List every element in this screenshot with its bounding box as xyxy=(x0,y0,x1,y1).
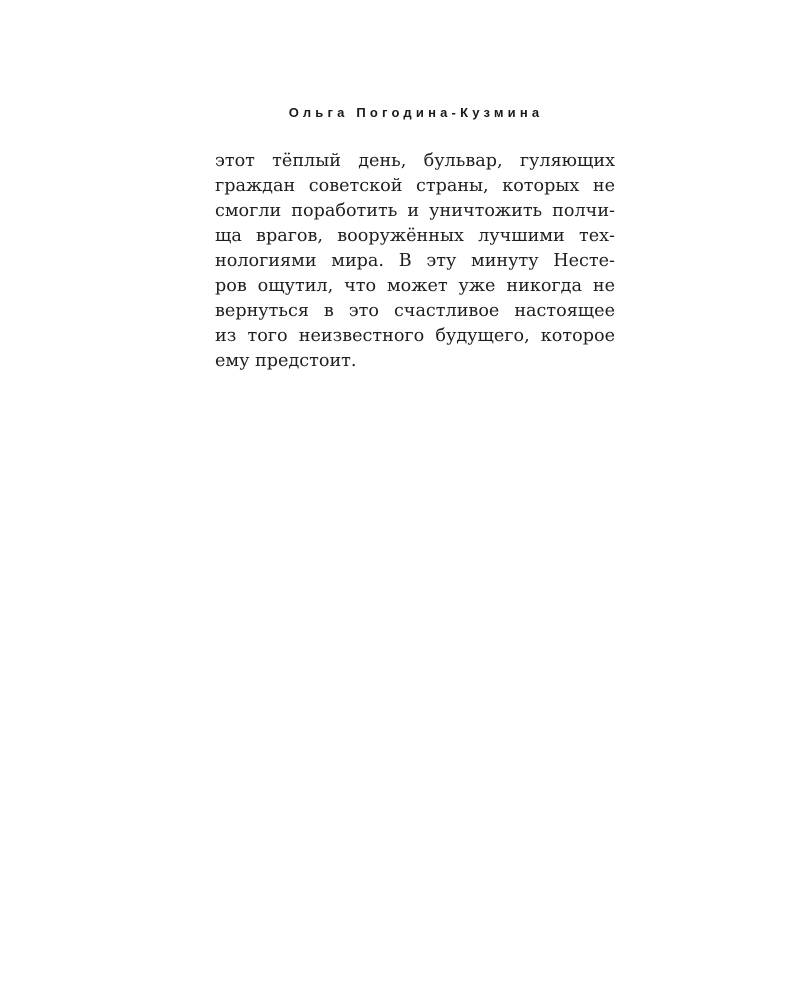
text-line: из того неизвестного будущего, которое xyxy=(215,326,615,346)
text-line: смогли поработить и уничтожить полчи- xyxy=(215,201,615,221)
text-line: ров ощутил, что может уже никогда не xyxy=(215,276,615,296)
text-line: этот тёплый день, бульвар, гуляющих xyxy=(215,151,615,171)
text-line: граждан советской страны, которых не xyxy=(215,176,615,196)
text-line: нологиями мира. В эту минуту Несте- xyxy=(215,251,615,271)
body-paragraph xyxy=(215,149,615,374)
running-head-author: Ольга Погодина-Кузмина xyxy=(288,105,544,120)
text-line: вернуться в это счастливое настоящее xyxy=(215,301,615,321)
text-line-last: ему предстоит. xyxy=(215,351,357,371)
text-line: ща врагов, вооружённых лучшими тех- xyxy=(215,226,615,246)
